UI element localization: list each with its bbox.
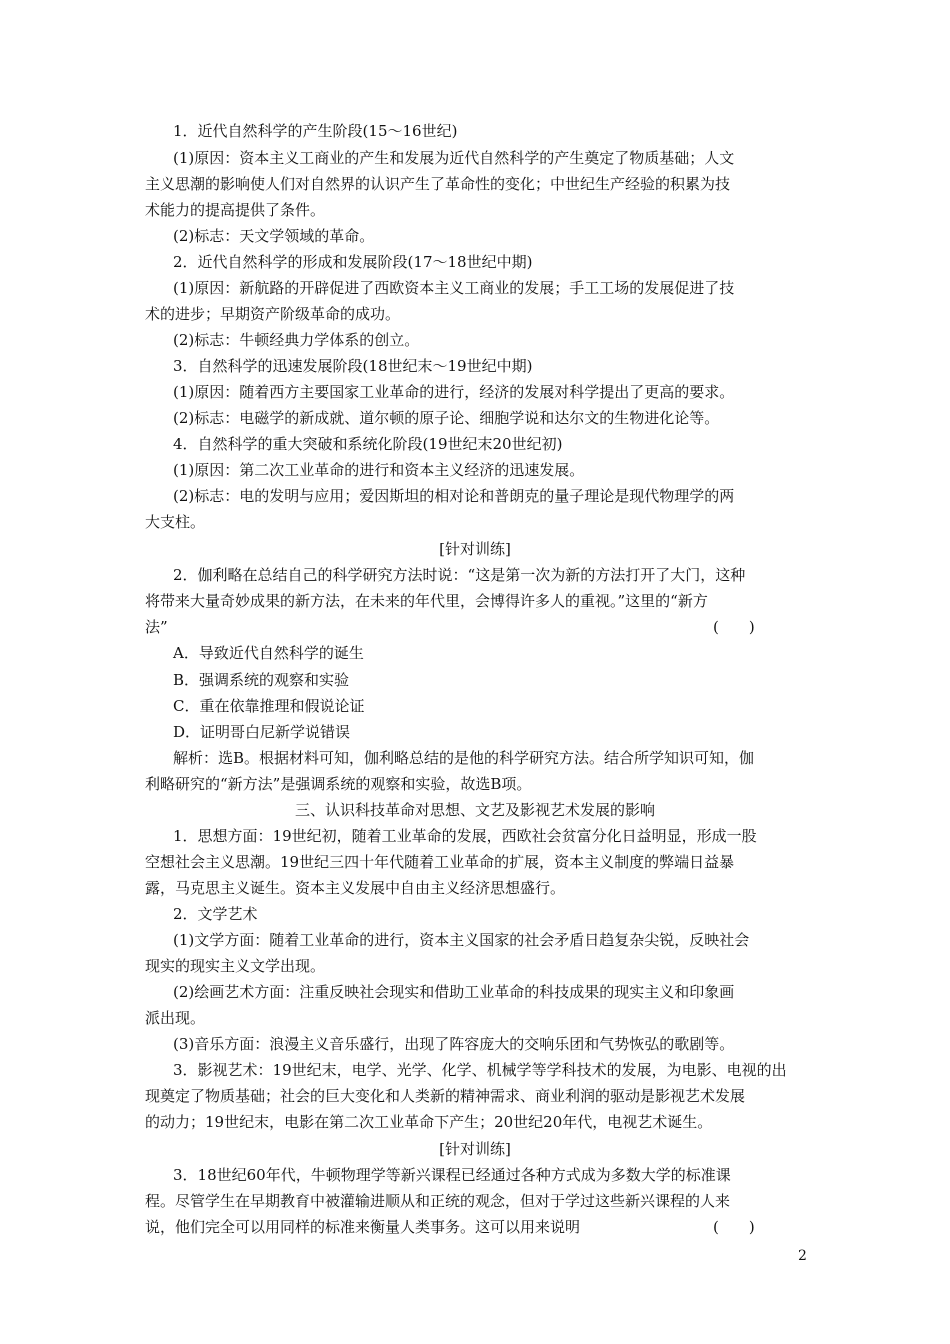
section1-title-1: 1．近代自然科学的产生阶段(15～16世纪) (173, 122, 458, 140)
section1-reason-2-line1: (1)原因：新航路的开辟促进了西欧资本主义工商业的发展；手工工场的发展促进了技 (173, 279, 735, 297)
option-d: D．证明哥白尼新学说错误 (173, 723, 351, 741)
answer-bracket-2: ( ) (713, 618, 755, 636)
section1-reason-3: (1)原因：随着西方主要国家工业革命的进行，经济的发展对科学提出了更高的要求。 (173, 383, 735, 401)
film-line3: 的动力；19世纪末，电影在第二次工业革命下产生；20世纪20年代，电视艺术诞生。 (145, 1113, 713, 1131)
painting-line1: (2)绘画艺术方面：注重反映社会现实和借助工业革命的科技成果的现实主义和印象画 (173, 983, 735, 1001)
option-c: C．重在依靠推理和假说论证 (173, 697, 365, 715)
thought-line2: 空想社会主义思潮。19世纪三四十年代随着工业革命的扩展，资本主义制度的弊端日益暴 (145, 853, 735, 871)
analysis-line1: 解析：选B。根据材料可知，伽利略总结的是他的科学研究方法。结合所学知识可知，伽 (173, 749, 755, 767)
section1-title-3: 3．自然科学的迅速发展阶段(18世纪末～19世纪中期) (173, 357, 533, 375)
question-3-line3: 说，他们完全可以用同样的标准来衡量人类事务。这可以用来说明 (145, 1218, 581, 1236)
section1-reason-1-line1: (1)原因：资本主义工商业的产生和发展为近代自然科学的产生奠定了物质基础；人文 (173, 149, 735, 167)
option-b: B．强调系统的观察和实验 (173, 671, 350, 689)
literature-line1: (1)文学方面：随着工业革命的进行，资本主义国家的社会矛盾日趋复杂尖锐，反映社会 (173, 931, 750, 949)
question-2-line3: 法” (145, 618, 168, 636)
option-a: A．导致近代自然科学的诞生 (173, 644, 364, 662)
film-line2: 现奠定了物质基础；社会的巨大变化和人类新的精神需求、商业利润的驱动是影视艺术发展 (145, 1087, 746, 1105)
section1-sign-4-line2: 大支柱。 (145, 513, 206, 531)
section1-sign-2: (2)标志：牛顿经典力学体系的创立。 (173, 331, 420, 349)
thought-line1: 1．思想方面：19世纪初，随着工业革命的发展，西欧社会贫富分化日益明显，形成一股 (173, 827, 757, 845)
section1-sign-4-line1: (2)标志：电的发明与应用；爱因斯坦的相对论和普朗克的量子理论是现代物理学的两 (173, 487, 735, 505)
thought-line3: 露，马克思主义诞生。资本主义发展中自由主义经济思想盛行。 (145, 879, 566, 897)
music-line: (3)音乐方面：浪漫主义音乐盛行，出现了阵容庞大的交响乐团和气势恢弘的歌剧等。 (173, 1035, 735, 1053)
section1-title-4: 4．自然科学的重大突破和系统化阶段(19世纪末20世纪初) (173, 435, 563, 453)
training-heading-2: [针对训练] (439, 1140, 511, 1158)
section1-sign-3: (2)标志：电磁学的新成就、道尔顿的原子论、细胞学说和达尔文的生物进化论等。 (173, 409, 720, 427)
analysis-line2: 利略研究的“新方法”是强调系统的观察和实验，故选B项。 (145, 775, 532, 793)
section1-title-2: 2．近代自然科学的形成和发展阶段(17～18世纪中期) (173, 253, 533, 271)
literature-line2: 现实的现实主义文学出现。 (145, 957, 326, 975)
question-3-line1: 3．18世纪60年代，牛顿物理学等新兴课程已经通过各种方式成为多数大学的标准课 (173, 1166, 731, 1184)
section1-reason-1-line2: 主义思潮的影响使人们对自然界的认识产生了革命性的变化；中世纪生产经验的积累为技 (145, 175, 731, 193)
training-heading-1: [针对训练] (439, 540, 511, 558)
painting-line2: 派出现。 (145, 1009, 206, 1027)
page-number: 2 (798, 1248, 807, 1264)
question-3-line2: 程。尽管学生在早期教育中被灌输进顺从和正统的观念，但对于学过这些新兴课程的人来 (145, 1192, 731, 1210)
answer-bracket-3: ( ) (713, 1218, 755, 1236)
section1-reason-1-line3: 术能力的提高提供了条件。 (145, 201, 326, 219)
film-line1: 3．影视艺术：19世纪末，电学、光学、化学、机械学等学科技术的发展，为电影、电视的出 (173, 1061, 787, 1079)
question-2-line1: 2．伽利略在总结自己的科学研究方法时说：“这是第一次为新的方法打开了大门，这种 (173, 566, 746, 584)
section1-sign-1: (2)标志：天文学领域的革命。 (173, 227, 375, 245)
section1-reason-4: (1)原因：第二次工业革命的进行和资本主义经济的迅速发展。 (173, 461, 585, 479)
section3-heading: 三、认识科技革命对思想、文艺及影视艺术发展的影响 (294, 801, 655, 819)
section1-reason-2-line2: 术的进步；早期资产阶级革命的成功。 (145, 305, 401, 323)
art-title: 2．文学艺术 (173, 905, 258, 923)
question-2-line2: 将带来大量奇妙成果的新方法，在未来的年代里，会博得许多人的重视。”这里的“新方 (145, 592, 708, 610)
